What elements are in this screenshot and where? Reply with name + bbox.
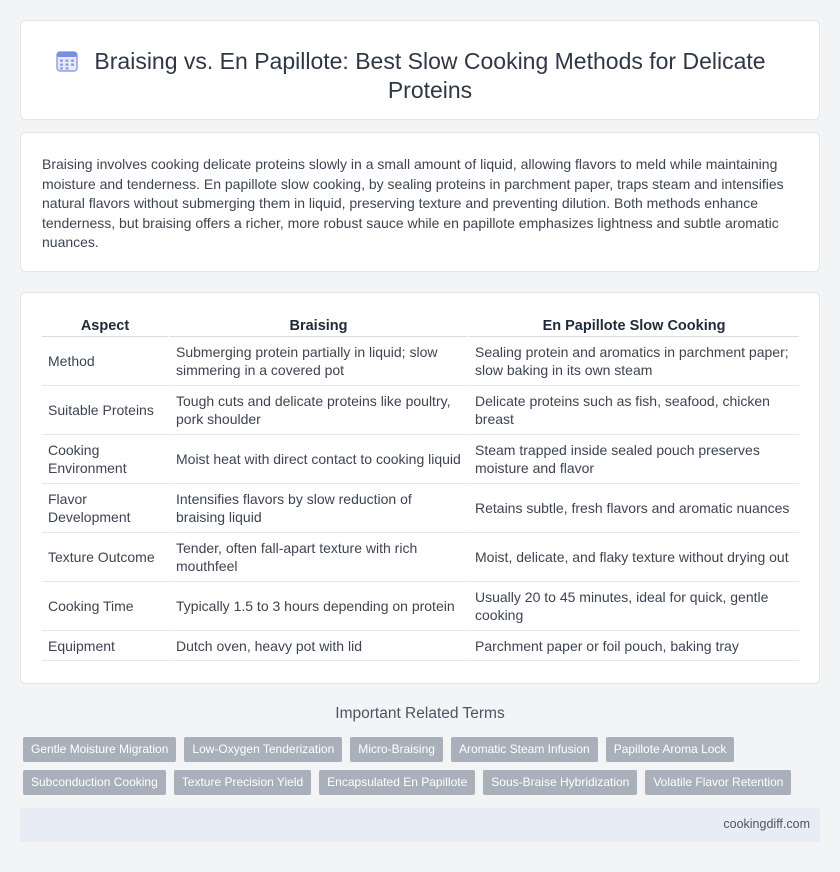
aspect-cell: Cooking Environment [42, 435, 168, 484]
tag-sous-braise-hybridization[interactable]: Sous-Braise Hybridization [483, 770, 637, 795]
braising-cell: Submerging protein partially in liquid; slow simmering in a covered pot [168, 337, 467, 386]
related-terms-heading: Important Related Terms [335, 705, 505, 722]
comparison-card [20, 292, 820, 684]
tag-papillote-aroma-lock[interactable]: Papillote Aroma Lock [606, 737, 735, 762]
braising-cell: Typically 1.5 to 3 hours depending on protein [168, 582, 467, 631]
aspect-cell: Method [42, 337, 168, 386]
intro-card [20, 132, 820, 272]
papillote-cell: Retains subtle, fresh flavors and aromatic nuances [467, 484, 799, 533]
tag-gentle-moisture-migration[interactable]: Gentle Moisture Migration [23, 737, 176, 762]
header-braising: Braising [168, 313, 467, 337]
page-title: Braising vs. En Papillote: Best Slow Cooking Methods for Delicate Proteins [94, 48, 766, 103]
braising-cell: Intensifies flavors by slow reduction of braising liquid [168, 484, 467, 533]
table-row [42, 631, 799, 661]
header-en-papillote: En Papillote Slow Cooking [467, 313, 799, 337]
aspect-cell: Suitable Proteins [42, 386, 168, 435]
intro-paragraph: Braising involves cooking delicate proteins slowly in a small amount of liquid, allowing flavors to meld while maintaining moisture and tenderness. En papillote slow cooking, by sealing proteins in parchment paper, traps steam and intensifies natural flavors without submerging them in liquid, preserving texture and preventing dilution. Both methods enhance tenderness, but braising offers a richer, more robust sauce while en papillote emphasizes lightness and subtle aromatic nuances. [42, 156, 784, 251]
tag-low-oxygen-tenderization[interactable]: Low-Oxygen Tenderization [184, 737, 342, 762]
table-row [42, 533, 799, 582]
tag-micro-braising[interactable]: Micro-Braising [350, 737, 443, 762]
footer-site-link[interactable]: cookingdiff.com [723, 817, 810, 831]
papillote-cell: Steam trapped inside sealed pouch preserves moisture and flavor [467, 435, 799, 484]
aspect-cell: Equipment [42, 631, 168, 661]
related-terms-tags [23, 737, 803, 803]
comparison-table [42, 313, 799, 661]
braising-cell: Tough cuts and delicate proteins like poultry, pork shoulder [168, 386, 467, 435]
tag-texture-precision-yield[interactable]: Texture Precision Yield [174, 770, 311, 795]
table-row [42, 386, 799, 435]
aspect-cell: Cooking Time [42, 582, 168, 631]
footer [20, 808, 820, 842]
aspect-cell: Texture Outcome [42, 533, 168, 582]
tag-row-1 [23, 737, 803, 762]
braising-cell: Dutch oven, heavy pot with lid [168, 631, 467, 661]
header-aspect: Aspect [42, 313, 168, 337]
tag-encapsulated-en-papillote[interactable]: Encapsulated En Papillote [319, 770, 475, 795]
table-row [42, 582, 799, 631]
tag-volatile-flavor-retention[interactable]: Volatile Flavor Retention [645, 770, 791, 795]
braising-cell: Moist heat with direct contact to cooking liquid [168, 435, 467, 484]
tag-row-2 [23, 770, 803, 795]
papillote-cell: Moist, delicate, and flaky texture without drying out [467, 533, 799, 582]
papillote-cell: Usually 20 to 45 minutes, ideal for quick, gentle cooking [467, 582, 799, 631]
table-row [42, 484, 799, 533]
papillote-cell: Parchment paper or foil pouch, baking tray [467, 631, 799, 661]
table-row [42, 337, 799, 386]
tag-aromatic-steam-infusion[interactable]: Aromatic Steam Infusion [451, 737, 598, 762]
papillote-cell: Delicate proteins such as fish, seafood, chicken breast [467, 386, 799, 435]
tag-subconduction-cooking[interactable]: Subconduction Cooking [23, 770, 166, 795]
papillote-cell: Sealing protein and aromatics in parchment paper; slow baking in its own steam [467, 337, 799, 386]
braising-cell: Tender, often fall-apart texture with rich mouthfeel [168, 533, 467, 582]
aspect-cell: Flavor Development [42, 484, 168, 533]
table-row [42, 435, 799, 484]
table-header-row [42, 313, 799, 337]
title-card [20, 20, 820, 120]
